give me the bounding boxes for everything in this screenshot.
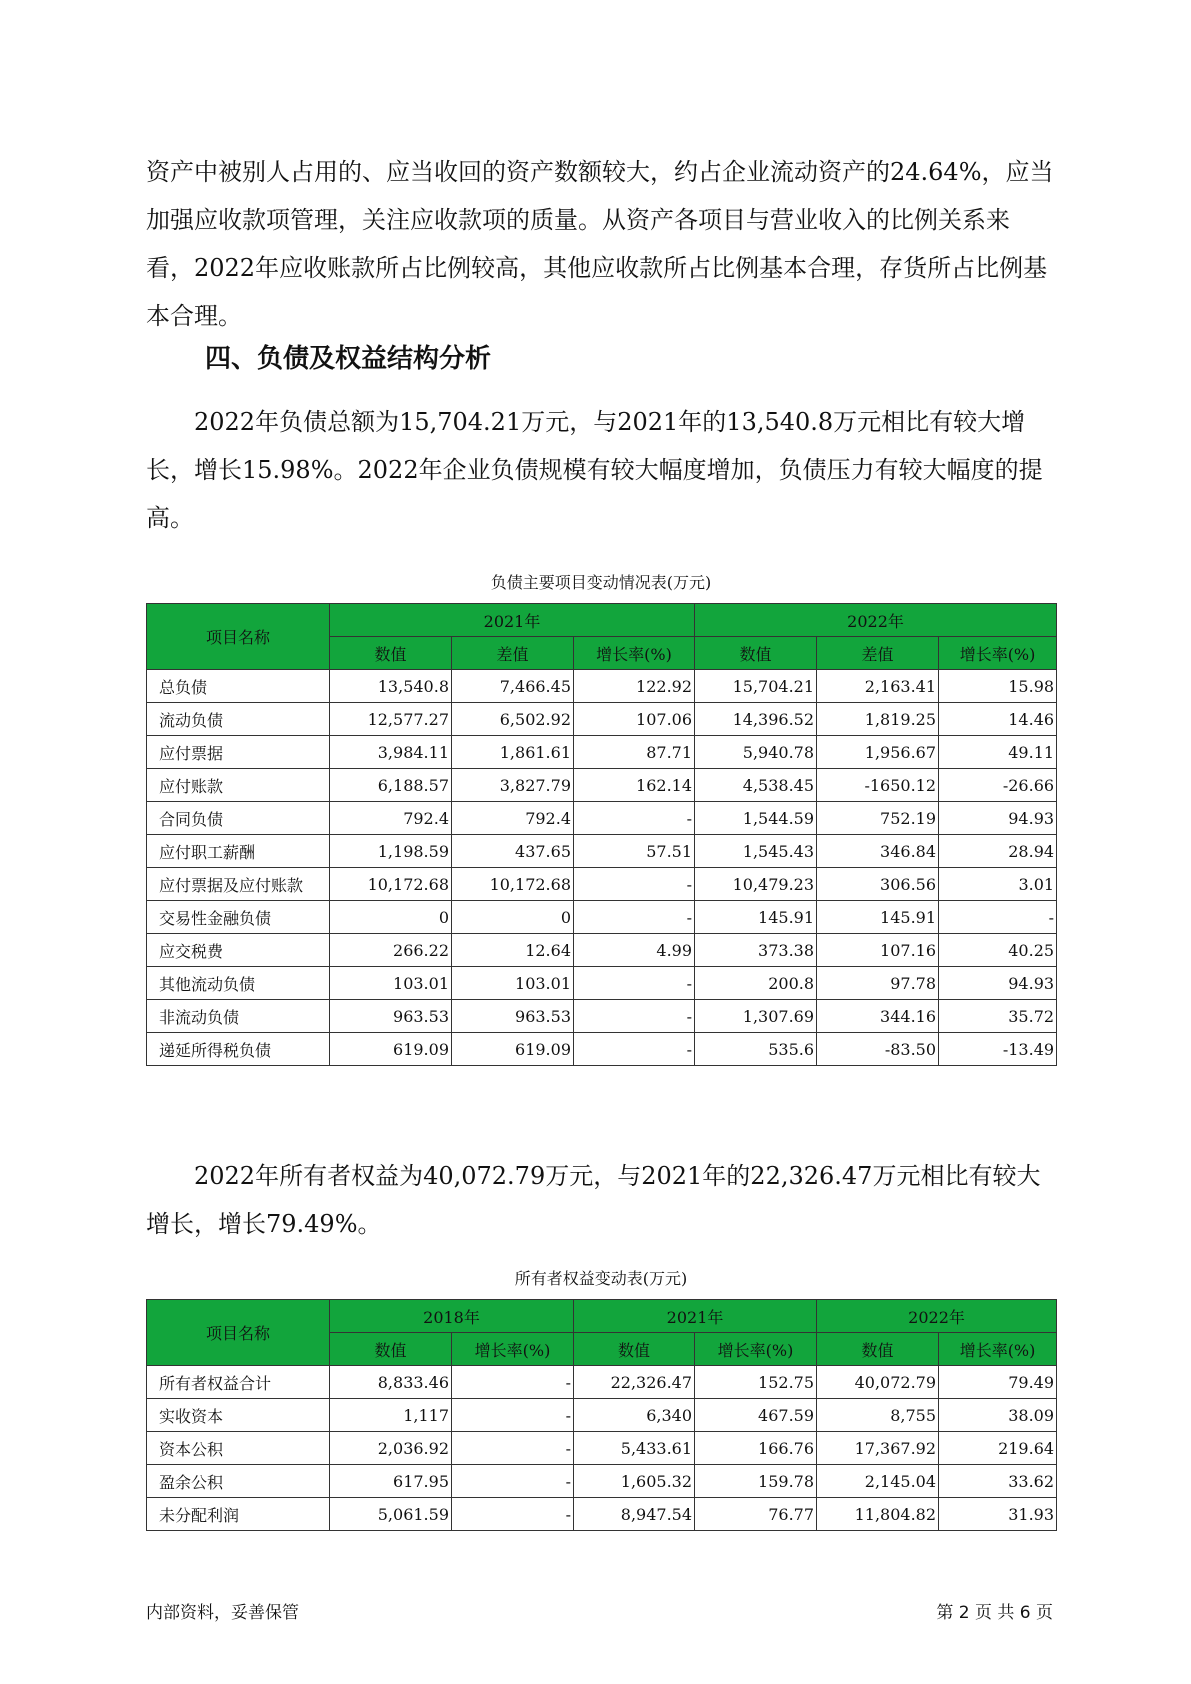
table-cell: 1,544.59 xyxy=(695,802,817,835)
sub-header: 增长率(%) xyxy=(695,1333,817,1366)
row-label: 实收资本 xyxy=(147,1399,330,1432)
table-cell: 963.53 xyxy=(330,1000,452,1033)
row-label: 交易性金融负债 xyxy=(147,901,330,934)
sub-header: 数值 xyxy=(330,637,452,670)
table-cell: 373.38 xyxy=(695,934,817,967)
row-label: 其他流动负债 xyxy=(147,967,330,1000)
table-cell: 617.95 xyxy=(330,1465,452,1498)
table-cell: 0 xyxy=(452,901,574,934)
table-row xyxy=(147,868,1057,901)
table-cell: 963.53 xyxy=(452,1000,574,1033)
year-header: 2021年 xyxy=(574,1300,817,1333)
table-cell: 306.56 xyxy=(817,868,939,901)
table-cell: 1,861.61 xyxy=(452,736,574,769)
table-row xyxy=(147,835,1057,868)
footer-note: 内部资料，妥善保管 xyxy=(146,1603,299,1623)
table-cell: - xyxy=(574,802,695,835)
table-cell: - xyxy=(574,967,695,1000)
table-cell: 13,540.8 xyxy=(330,670,452,703)
table-cell: 17,367.92 xyxy=(817,1432,939,1465)
table-cell: 107.06 xyxy=(574,703,695,736)
table-cell: 346.84 xyxy=(817,835,939,868)
table-cell: 4,538.45 xyxy=(695,769,817,802)
table-cell: 752.19 xyxy=(817,802,939,835)
row-label: 总负债 xyxy=(147,670,330,703)
table-cell: - xyxy=(452,1432,574,1465)
sub-header: 增长率(%) xyxy=(939,637,1057,670)
table-cell: - xyxy=(574,901,695,934)
paragraph-equity: 2022年所有者权益为40,072.79万元，与2021年的22,326.47万元相比有较大增长，增长79.49%。 xyxy=(146,1162,1041,1238)
table-cell: 49.11 xyxy=(939,736,1057,769)
table-cell: 10,479.23 xyxy=(695,868,817,901)
table-cell: 2,163.41 xyxy=(817,670,939,703)
table-cell: 8,833.46 xyxy=(330,1366,452,1399)
table-cell: 76.77 xyxy=(695,1498,817,1531)
table-cell: 792.4 xyxy=(452,802,574,835)
table-cell: 4.99 xyxy=(574,934,695,967)
equity-table xyxy=(146,1299,1057,1531)
year-header: 2018年 xyxy=(330,1300,574,1333)
table-cell: 6,502.92 xyxy=(452,703,574,736)
table-cell: 103.01 xyxy=(452,967,574,1000)
table-cell: - xyxy=(452,1498,574,1531)
table-row xyxy=(147,1432,1057,1465)
table-cell: - xyxy=(452,1465,574,1498)
paragraph-assets: 资产中被别人占用的、应当收回的资产数额较大，约占企业流动资产的24.64%，应当加强应收款项管理，关注应收款项的质量。从资产各项目与营业收入的比例关系来看，2022年应收账款所占比例较高，其他应收款所占比例基本合理，存货所占比例基本合理。 xyxy=(146,158,1054,330)
table-cell: 0 xyxy=(330,901,452,934)
table-cell: 87.71 xyxy=(574,736,695,769)
sub-header: 增长率(%) xyxy=(574,637,695,670)
table-cell: 107.16 xyxy=(817,934,939,967)
sub-header: 增长率(%) xyxy=(452,1333,574,1366)
table-cell: 6,188.57 xyxy=(330,769,452,802)
table-cell: 57.51 xyxy=(574,835,695,868)
table-cell: 792.4 xyxy=(330,802,452,835)
row-label: 未分配利润 xyxy=(147,1498,330,1531)
table-cell: -1650.12 xyxy=(817,769,939,802)
table-row xyxy=(147,802,1057,835)
table-cell: 1,819.25 xyxy=(817,703,939,736)
table-cell: 344.16 xyxy=(817,1000,939,1033)
table-cell: 33.62 xyxy=(939,1465,1057,1498)
table-row xyxy=(147,670,1057,703)
table2-caption: 所有者权益变动表(万元) xyxy=(514,1269,688,1288)
table-cell: 3,984.11 xyxy=(330,736,452,769)
row-label: 所有者权益合计 xyxy=(147,1366,330,1399)
table-cell: 31.93 xyxy=(939,1498,1057,1531)
table-cell: 162.14 xyxy=(574,769,695,802)
table1-caption: 负债主要项目变动情况表(万元) xyxy=(490,573,712,592)
sub-header: 差值 xyxy=(452,637,574,670)
table-cell: 10,172.68 xyxy=(330,868,452,901)
table-cell: 619.09 xyxy=(330,1033,452,1066)
table-cell: 14.46 xyxy=(939,703,1057,736)
table-row xyxy=(147,769,1057,802)
table-cell: 35.72 xyxy=(939,1000,1057,1033)
table-cell: 159.78 xyxy=(695,1465,817,1498)
table-row xyxy=(147,736,1057,769)
table-row xyxy=(147,1498,1057,1531)
row-label: 流动负债 xyxy=(147,703,330,736)
sub-header: 数值 xyxy=(817,1333,939,1366)
name-header: 项目名称 xyxy=(147,604,330,670)
table-row xyxy=(147,967,1057,1000)
sub-header: 数值 xyxy=(574,1333,695,1366)
table-row xyxy=(147,934,1057,967)
sub-header: 差值 xyxy=(817,637,939,670)
table-cell: 535.6 xyxy=(695,1033,817,1066)
table-cell: 28.94 xyxy=(939,835,1057,868)
table-cell: 12.64 xyxy=(452,934,574,967)
table-cell: 97.78 xyxy=(817,967,939,1000)
table-cell: 22,326.47 xyxy=(574,1366,695,1399)
table-cell: - xyxy=(452,1366,574,1399)
table-cell: 79.49 xyxy=(939,1366,1057,1399)
table-cell: 145.91 xyxy=(695,901,817,934)
table-row xyxy=(147,703,1057,736)
table-cell: 1,956.67 xyxy=(817,736,939,769)
table-cell: 3,827.79 xyxy=(452,769,574,802)
row-label: 合同负债 xyxy=(147,802,330,835)
paragraph-liabilities: 2022年负债总额为15,704.21万元，与2021年的13,540.8万元相比有较大增长，增长15.98%。2022年企业负债规模有较大幅度增加，负债压力有较大幅度的提高。 xyxy=(146,408,1043,532)
table-cell: 2,145.04 xyxy=(817,1465,939,1498)
equity-table-body xyxy=(147,1366,1057,1531)
row-label: 资本公积 xyxy=(147,1432,330,1465)
table-cell: - xyxy=(939,901,1057,934)
table-cell: - xyxy=(574,868,695,901)
section-heading: 四、负债及权益结构分析 xyxy=(205,344,492,374)
table-row xyxy=(147,1000,1057,1033)
row-label: 应付职工薪酬 xyxy=(147,835,330,868)
table-cell: 619.09 xyxy=(452,1033,574,1066)
table-cell: 12,577.27 xyxy=(330,703,452,736)
table-cell: 5,061.59 xyxy=(330,1498,452,1531)
table-cell: 7,466.45 xyxy=(452,670,574,703)
table-cell: 266.22 xyxy=(330,934,452,967)
table-cell: 103.01 xyxy=(330,967,452,1000)
sub-header: 增长率(%) xyxy=(939,1333,1057,1366)
table-cell: 15.98 xyxy=(939,670,1057,703)
table-cell: 6,340 xyxy=(574,1399,695,1432)
table-cell: -83.50 xyxy=(817,1033,939,1066)
table-cell: - xyxy=(574,1000,695,1033)
table-cell: 14,396.52 xyxy=(695,703,817,736)
table-cell: 122.92 xyxy=(574,670,695,703)
table-row xyxy=(147,1366,1057,1399)
table-row xyxy=(147,1465,1057,1498)
table-cell: 5,433.61 xyxy=(574,1432,695,1465)
liabilities-table-body xyxy=(147,670,1057,1066)
row-label: 递延所得税负债 xyxy=(147,1033,330,1066)
table-cell: 219.64 xyxy=(939,1432,1057,1465)
sub-header: 数值 xyxy=(695,637,817,670)
table-cell: 145.91 xyxy=(817,901,939,934)
row-label: 应付票据 xyxy=(147,736,330,769)
table-cell: 38.09 xyxy=(939,1399,1057,1432)
table-cell: 8,755 xyxy=(817,1399,939,1432)
table-cell: -13.49 xyxy=(939,1033,1057,1066)
table-row xyxy=(147,1033,1057,1066)
table-cell: - xyxy=(452,1399,574,1432)
table-cell: 3.01 xyxy=(939,868,1057,901)
table-cell: 94.93 xyxy=(939,802,1057,835)
row-label: 非流动负债 xyxy=(147,1000,330,1033)
page-number: 第 2 页 共 6 页 xyxy=(936,1603,1053,1623)
table-cell: 40,072.79 xyxy=(817,1366,939,1399)
table-cell: 1,117 xyxy=(330,1399,452,1432)
table-cell: 40.25 xyxy=(939,934,1057,967)
table-cell: 5,940.78 xyxy=(695,736,817,769)
table-cell: -26.66 xyxy=(939,769,1057,802)
table-cell: 15,704.21 xyxy=(695,670,817,703)
year-header: 2022年 xyxy=(817,1300,1057,1333)
sub-header: 数值 xyxy=(330,1333,452,1366)
table-cell: 1,307.69 xyxy=(695,1000,817,1033)
table-row xyxy=(147,1399,1057,1432)
table-cell: 467.59 xyxy=(695,1399,817,1432)
liabilities-table xyxy=(146,603,1057,1066)
row-label: 应交税费 xyxy=(147,934,330,967)
table-cell: 437.65 xyxy=(452,835,574,868)
table-cell: 1,605.32 xyxy=(574,1465,695,1498)
table-cell: 94.93 xyxy=(939,967,1057,1000)
row-label: 应付账款 xyxy=(147,769,330,802)
name-header: 项目名称 xyxy=(147,1300,330,1366)
table-cell: 166.76 xyxy=(695,1432,817,1465)
row-label: 应付票据及应付账款 xyxy=(147,868,330,901)
table-cell: 200.8 xyxy=(695,967,817,1000)
row-label: 盈余公积 xyxy=(147,1465,330,1498)
year-header: 2022年 xyxy=(695,604,1057,637)
table-cell: 11,804.82 xyxy=(817,1498,939,1531)
table-cell: 152.75 xyxy=(695,1366,817,1399)
table-cell: 2,036.92 xyxy=(330,1432,452,1465)
table-cell: 8,947.54 xyxy=(574,1498,695,1531)
year-header: 2021年 xyxy=(330,604,695,637)
table-cell: 10,172.68 xyxy=(452,868,574,901)
table-cell: - xyxy=(574,1033,695,1066)
table-cell: 1,198.59 xyxy=(330,835,452,868)
table-row xyxy=(147,901,1057,934)
table-cell: 1,545.43 xyxy=(695,835,817,868)
